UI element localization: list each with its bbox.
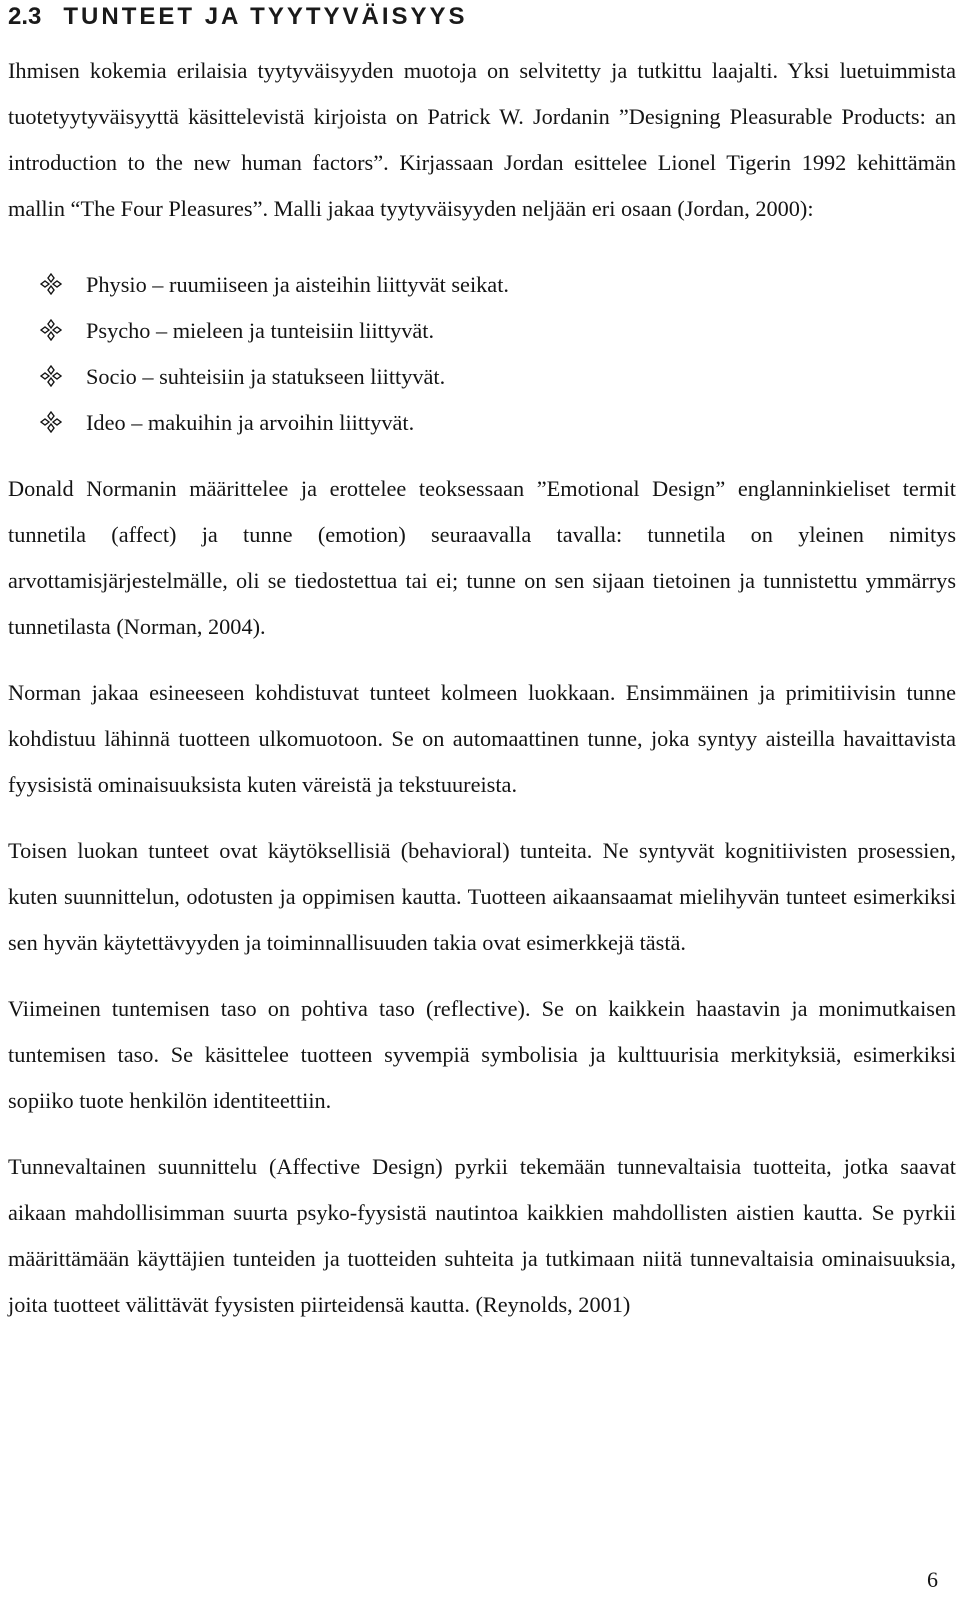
list-item [8, 354, 956, 400]
list-item [8, 262, 956, 308]
pleasures-list [8, 262, 956, 446]
four-diamond-bullet-icon [40, 273, 62, 295]
four-diamond-bullet-icon [40, 411, 62, 433]
list-item [8, 308, 956, 354]
list-item-text: Ideo – makuihin ja arvoihin liittyvät. [86, 410, 415, 435]
paragraph-first-level: Norman jakaa esineeseen kohdistuvat tunteet kolmeen luokkaan. Ensimmäinen ja primitiivisin tunne kohdistuu lähinnä tuotteen ulkomuotoon. Se on automaattinen tunne, joka syntyy aisteilla havaittavista fyysisistä ominaisuuksista kuten väreistä ja tekstuureista. [8, 680, 956, 797]
list-item-text: Socio – suhteisiin ja statukseen liittyvät. [86, 364, 446, 389]
list-item [8, 400, 956, 446]
four-diamond-bullet-icon [40, 319, 62, 341]
four-diamond-bullet-icon [40, 365, 62, 387]
paragraph-intro: Ihmisen kokemia erilaisia tyytyväisyyden muotoja on selvitetty ja tutkittu laajalti. Yksi luetuimmista tuotetyytyväisyyttä käsittelevistä kirjoista on Patrick W. Jordanin ”Designing Pleasurable Products: an introduction to the new human factors”. Kirjassaan Jordan esittelee Lionel Tigerin 1992 kehittämän mallin “The Four Pleasures”. Malli jakaa tyytyväisyyden neljään eri osaan (Jordan, 2000): [8, 58, 956, 221]
section-title: TUNTEET JA TYYTYVÄISYYS [63, 3, 468, 30]
document-page [8, 0, 956, 1328]
paragraph-reflective-level: Viimeinen tuntemisen taso on pohtiva taso (reflective). Se on kaikkein haastavin ja monimutkaisen tuntemisen taso. Se käsittelee tuotteen syvempiä symbolisia ja kulttuurisia merkityksiä, esimerkiksi sopiiko tuote henkilön identiteettiin. [8, 996, 956, 1113]
paragraph-behavioral-level: Toisen luokan tunteet ovat käytöksellisiä (behavioral) tunteita. Ne syntyvät kognitiivisten prosessien, kuten suunnittelun, odotusten ja oppimisen kautta. Tuotteen aikaansaamat mielihyvän tunteet esimerkiksi sen hyvän käytettävyyden ja toiminnallisuuden takia ovat esimerkkejä tästä. [8, 838, 956, 955]
list-item-text: Physio – ruumiiseen ja aisteihin liittyvät seikat. [86, 272, 509, 297]
paragraph-norman-definitions: Donald Normanin määrittelee ja erottelee teoksessaan ”Emotional Design” englanninkieliset termit tunnetila (affect) ja tunne (emotion) seuraavalla tavalla: tunnetila on yleinen nimitys arvottamisjärjestelmälle, oli se tiedostettua tai ei; tunne on sen sijaan tietoinen ja tunnistettu ymmärrys tunnetilasta (Norman, 2004). [8, 476, 956, 639]
section-number: 2.3 [8, 3, 42, 30]
page-number: 6 [927, 1567, 938, 1592]
section-heading [8, 0, 956, 34]
paragraph-affective-design: Tunnevaltainen suunnittelu (Affective Design) pyrkii tekemään tunnevaltaisia tuotteita, jotka saavat aikaan mahdollisimman suurta psyko-fyysistä nautintoa kaikkien mahdollisten aistien kautta. Se pyrkii määrittämään käyttäjien tunteiden ja tuotteiden suhteita ja tutkimaan niitä tunnevaltaisia ominaisuuksia, joita tuotteet välittävät fyysisten piirteidensä kautta. (Reynolds, 2001) [8, 1154, 956, 1317]
list-item-text: Psycho – mieleen ja tunteisiin liittyvät. [86, 318, 435, 343]
